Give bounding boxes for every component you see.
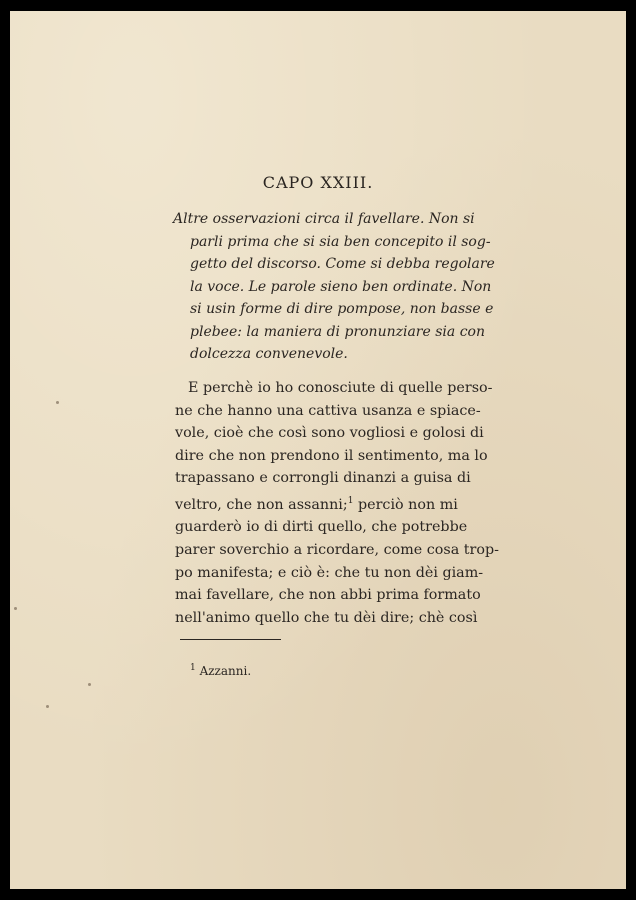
body-line: nell'animo quello che tu dèi dire; chè così <box>175 609 478 626</box>
footnote-divider <box>180 639 281 640</box>
body-line: ne che hanno una cattiva usanza e spiace- <box>175 402 481 419</box>
book-page <box>10 11 626 889</box>
summary-line: Altre osservazioni circa il favellare. Non si <box>173 211 475 227</box>
paper-speck <box>88 683 91 686</box>
summary-line: getto del discorso. Come si debba regolare <box>190 256 495 272</box>
body-line-text: veltro, che non assanni; <box>175 496 348 513</box>
body-line: vole, cioè che così sono vogliosi e golosi di <box>175 425 484 442</box>
paper-speck <box>56 401 59 404</box>
paper-speck <box>46 705 49 708</box>
chapter-summary <box>173 208 543 366</box>
body-paragraph <box>175 377 545 629</box>
body-line-text: perciò non mi <box>357 496 458 513</box>
footnote-text: Azzanni. <box>199 664 252 678</box>
footnote-reference: 1 <box>347 495 354 506</box>
body-line: trapassano e corrongli dinanzi a guisa di <box>175 470 471 487</box>
summary-line: plebee: la maniera di pronunziare sia con <box>190 323 485 340</box>
summary-line: si usin forme di dire pompose, non basse e <box>190 301 494 317</box>
summary-line: dolcezza convenevole. <box>190 346 348 362</box>
footnote <box>190 663 251 678</box>
chapter-title: CAPO XXIII. <box>262 173 374 192</box>
body-line <box>175 490 545 516</box>
summary-line: la voce. Le parole sieno ben ordinate. Non <box>190 278 492 295</box>
body-line: E perchè io ho conosciute di quelle perso- <box>188 380 493 396</box>
body-line: guarderò io di dirti quello, che potrebbe <box>175 519 468 536</box>
body-line: dire che non prendono il sentimento, ma lo <box>175 447 488 464</box>
body-line: po manifesta; e ciò è: che tu non dèi giam- <box>175 564 484 581</box>
body-line: mai favellare, che non abbi prima formato <box>175 587 481 604</box>
summary-line: parli prima che si sia ben concepito il sog- <box>190 233 491 250</box>
body-line: parer soverchio a ricordare, come cosa trop- <box>175 541 499 558</box>
paper-speck <box>14 607 17 610</box>
footnote-marker: 1 <box>190 663 196 673</box>
